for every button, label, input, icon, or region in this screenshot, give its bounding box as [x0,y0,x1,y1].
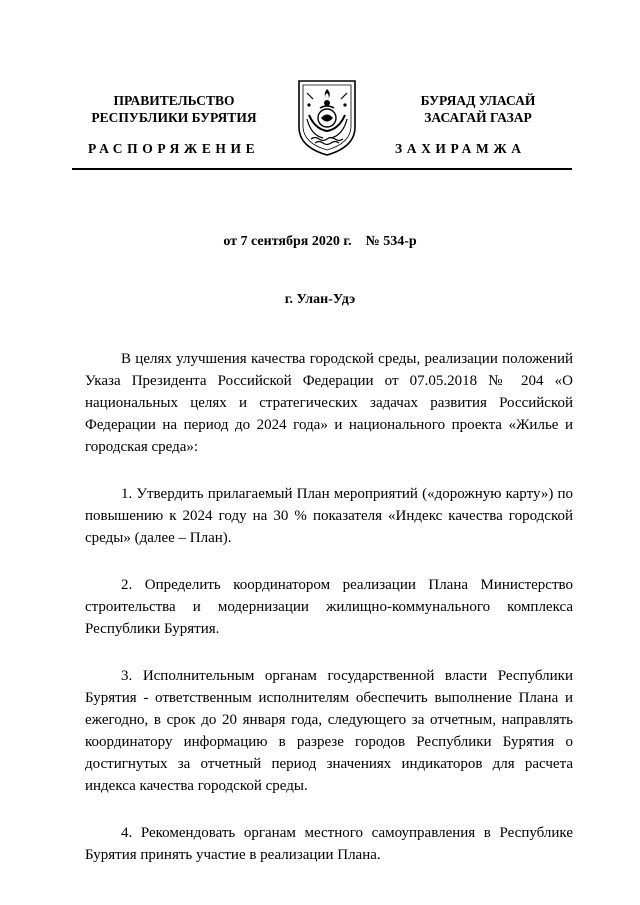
document-city: г. Улан-Удэ [284,292,356,307]
issuer-line-1-buryat: БУРЯАД УЛАСАЙ [420,93,536,108]
clause-1: 1. Утвердить прилагаемый План мероприятий («дорожную карту») по повышению к 2024 году на 30 % показателя «Индекс качества городской среды» (далее – План). [85,486,573,546]
header-divider [72,168,572,170]
document-type-buryat: ЗАХИРАМЖА [395,141,526,156]
issuer-name-russian [62,92,286,126]
issuer-line-1: ПРАВИТЕЛЬСТВО [113,93,235,108]
document-date-and-number: от 7 сентября 2020 г. № 534-р [223,234,417,249]
document-type-russian: РАСПОРЯЖЕНИЕ [88,141,260,156]
clause-4: 4. Рекомендовать органам местного самоуправления в Республике Бурятия принять участие в реализации Плана. [85,825,573,863]
issuer-line-2-buryat: ЗАСАГАЙ ГАЗАР [424,110,532,125]
clause-2: 2. Определить координатором реализации Плана Министерство строительства и модернизации жилищно-коммунального комплекса Республики Бурятия. [85,577,573,637]
document-body [85,348,573,891]
issuer-name-buryat [378,92,578,126]
issuer-line-2: РЕСПУБЛИКИ БУРЯТИЯ [91,110,257,125]
coat-of-arms-icon [293,75,361,159]
clause-3: 3. Исполнительным органам государственной власти Республики Бурятия - ответственным исполнителям обеспечить выполнение Плана и ежегодно, в срок до 20 января года, следующего за отчетным, направлять координатору информацию в разрезе городов Республики Бурятия о достигнутых за отчетный период значениях индикаторов для расчета индекса качества городской среды. [85,668,573,794]
preamble-paragraph: В целях улучшения качества городской среды, реализации положений Указа Президента Российской Федерации от 07.05.2018 № 204 «О национальных целях и стратегических задачах развития Российской Федерации на период до 2024 года» и национального проекта «Жилье и городская среда»: [85,351,573,455]
